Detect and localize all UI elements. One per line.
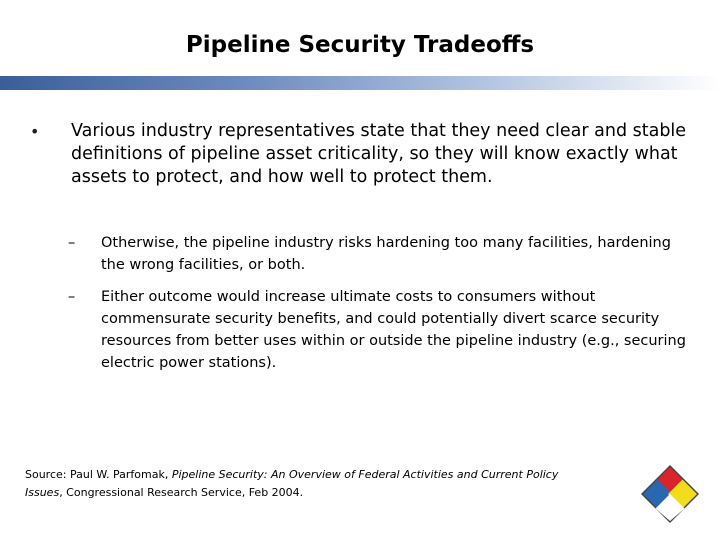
- sub-bullet-1: [68, 232, 688, 276]
- sub-bullet-text: Either outcome would increase ultimate costs to consumers without commensurate security benefits, and could potentially divert scarce security resources from better uses within or outside the pipeline industry (e.g., securing electric power stations).: [101, 289, 686, 371]
- source-prefix: Source: Paul W. Parfomak,: [25, 468, 172, 481]
- slide-title: Pipeline Security Tradeoffs: [185, 32, 535, 58]
- source-citation: [25, 466, 585, 502]
- sub-bullet-text: Otherwise, the pipeline industry risks hardening too many facilities, hardening the wrong facilities, or both.: [101, 235, 671, 273]
- sub-bullet-marker: –: [68, 235, 76, 251]
- bullet-marker: •: [30, 122, 40, 141]
- source-suffix: , Congressional Research Service, Feb 2004.: [59, 486, 304, 499]
- page-number: 56: [662, 507, 675, 518]
- sub-bullet-marker: –: [68, 289, 76, 305]
- source-title: Pipeline Security: An Overview of Federal Activities and Current Policy Issues: [25, 468, 559, 499]
- title-divider: [0, 76, 720, 90]
- main-bullet: [30, 120, 700, 189]
- sub-bullet-2: [68, 286, 688, 374]
- main-bullet-text: Various industry representatives state that they need clear and stable definitions of pipeline asset criticality, so they will know exactly what assets to protect, and how well to protect them.: [71, 121, 687, 187]
